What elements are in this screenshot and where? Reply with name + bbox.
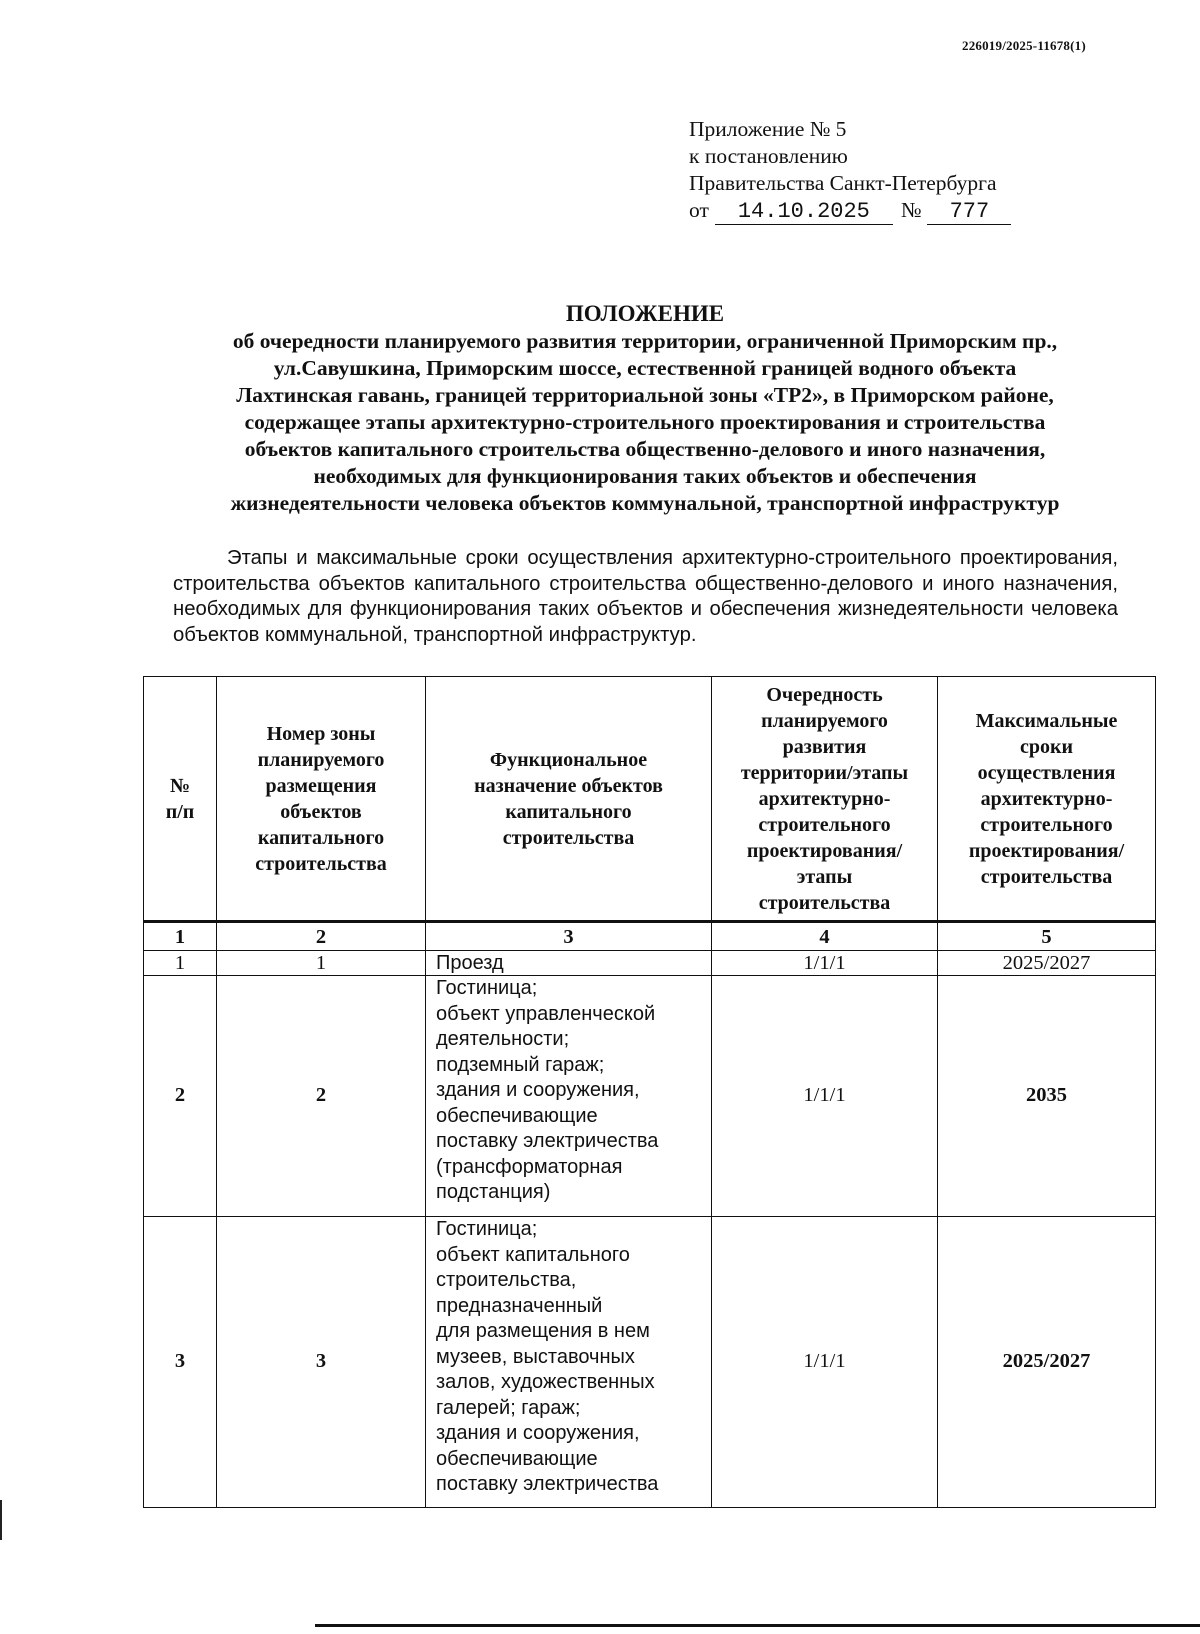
cell-zone: 1 bbox=[217, 951, 426, 976]
header-cell: Максимальные сроки осуществления архитектурно- строительного проектирования/ строительства bbox=[938, 677, 1156, 922]
header-cell: Функциональное назначение объектов капитального строительства bbox=[426, 677, 712, 922]
column-number: 2 bbox=[217, 922, 426, 951]
cell-function: Гостиница; объект капитального строительства, предназначенный для размещения в нем музеев, выставочных залов, художественных галерей; гараж; здания и сооружения, обеспечивающие поставку электричества bbox=[426, 1217, 712, 1508]
from-label: от bbox=[689, 198, 709, 222]
title-line: содержащее этапы архитектурно-строительного проектирования и строительства bbox=[244, 410, 1046, 434]
title-line: жизнедеятельности человека объектов коммунальной, транспортной инфраструктур bbox=[230, 491, 1060, 515]
resolution-date: 14.10.2025 bbox=[715, 200, 893, 225]
header-cell: Номер зоны планируемого размещения объектов капитального строительства bbox=[217, 677, 426, 922]
left-scan-edge bbox=[0, 1500, 2, 1540]
annex-date-line bbox=[689, 197, 1011, 225]
number-sign: № bbox=[900, 198, 922, 222]
table-row bbox=[144, 976, 1156, 1217]
title-line: необходимых для функционирования таких объектов и обеспечения bbox=[313, 464, 977, 488]
cell-term: 2035 bbox=[938, 976, 1156, 1217]
header-cell: Очередность планируемого развития территории/этапы архитектурно- строительного проектирования/ этапы строительства bbox=[712, 677, 938, 922]
column-number: 1 bbox=[144, 922, 217, 951]
cell-stage: 1/1/1 bbox=[712, 976, 938, 1217]
cell-no: 2 bbox=[144, 976, 217, 1217]
title-line: объектов капитального строительства общественно-делового и иного назначения, bbox=[244, 437, 1046, 461]
cell-term: 2025/2027 bbox=[938, 1217, 1156, 1508]
document-title bbox=[160, 300, 1130, 517]
cell-stage: 1/1/1 bbox=[712, 951, 938, 976]
resolution-number: 777 bbox=[927, 200, 1011, 225]
cell-term: 2025/2027 bbox=[938, 951, 1156, 976]
table-header-row bbox=[144, 677, 1156, 922]
annex-line-3: Правительства Санкт-Петербурга bbox=[689, 171, 997, 195]
cell-no: 3 bbox=[144, 1217, 217, 1508]
column-number: 3 bbox=[426, 922, 712, 951]
cell-zone: 3 bbox=[217, 1217, 426, 1508]
column-number: 5 bbox=[938, 922, 1156, 951]
stages-table bbox=[143, 676, 1156, 1508]
title-line: Лахтинская гавань, границей территориальной зоны «ТР2», в Приморском районе, bbox=[236, 383, 1054, 407]
title-line: об очередности планируемого развития территории, ограниченной Приморским пр., bbox=[232, 329, 1058, 353]
document-number: 226019/2025-11678(1) bbox=[962, 38, 1086, 53]
header-cell: № п/п bbox=[144, 677, 217, 922]
column-number-row bbox=[144, 922, 1156, 951]
column-number: 4 bbox=[712, 922, 938, 951]
cell-zone: 2 bbox=[217, 976, 426, 1217]
annex-line-2: к постановлению bbox=[689, 144, 848, 168]
cell-no: 1 bbox=[144, 951, 217, 976]
cell-function: Гостиница; объект управленческой деятельности; подземный гараж; здания и сооружения, обеспечивающие поставку электричества (трансформаторная подстанция) bbox=[426, 976, 712, 1217]
bottom-scan-edge bbox=[315, 1624, 1200, 1627]
title-line: ул.Савушкина, Приморским шоссе, естественной границей водного объекта bbox=[273, 356, 1017, 380]
table-row bbox=[144, 1217, 1156, 1508]
annex-header bbox=[689, 116, 1011, 225]
table-row bbox=[144, 951, 1156, 976]
cell-function: Проезд bbox=[426, 951, 712, 976]
intro-paragraph: Этапы и максимальные сроки осуществления архитектурно-строительного проектирования, строительства объектов капитального строительства общественно-делового и иного назначения, необходимых для функционирования таких объектов и обеспечения жизнедеятельности человека объектов коммунальной, транспортной инфраструктур. bbox=[173, 547, 1118, 646]
title-heading: ПОЛОЖЕНИЕ bbox=[565, 301, 725, 326]
cell-stage: 1/1/1 bbox=[712, 1217, 938, 1508]
annex-line-1: Приложение № 5 bbox=[689, 117, 847, 141]
